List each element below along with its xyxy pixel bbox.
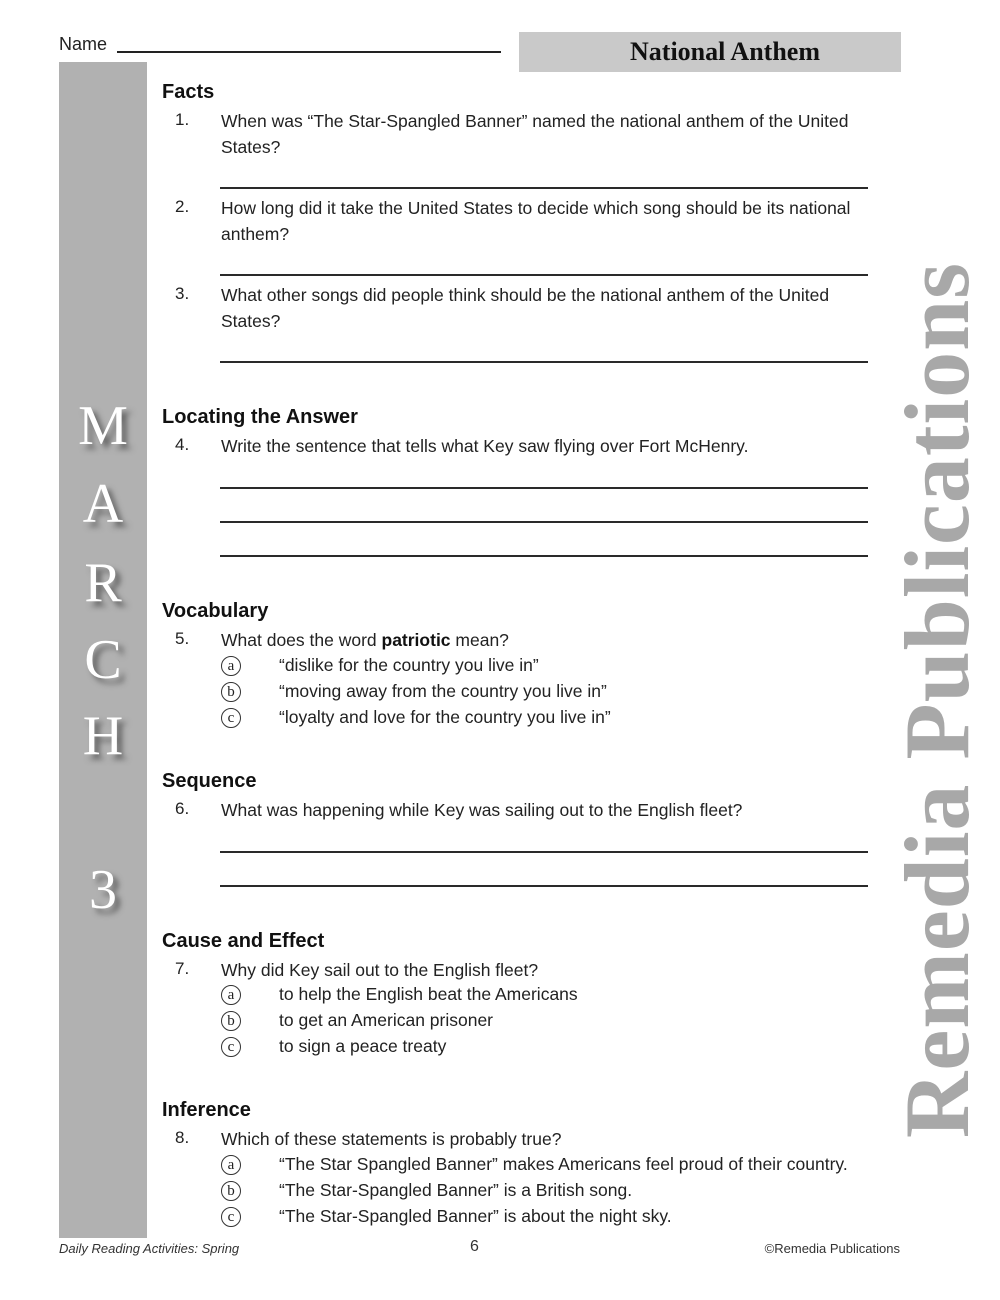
month-letter: M <box>78 395 128 457</box>
option-text: “moving away from the country you live in” <box>279 681 607 701</box>
section-heading-facts: Facts <box>162 81 215 103</box>
page-title: National Anthem <box>630 37 820 66</box>
question-text: When was “The Star-Spangled Banner” named the national anthem of the United States? <box>221 111 849 157</box>
answer-line[interactable] <box>220 274 868 276</box>
section-heading-vocabulary: Vocabulary <box>162 600 269 622</box>
section-heading-inference: Inference <box>162 1099 251 1121</box>
month-letter: H <box>82 705 124 767</box>
option-bubble-b[interactable]: b <box>221 1011 241 1031</box>
answer-line[interactable] <box>220 361 868 363</box>
question-text: Which of these statements is probably true? <box>221 1129 562 1149</box>
question-text: Write the sentence that tells what Key saw flying over Fort McHenry. <box>221 436 749 456</box>
option-bubble-b[interactable]: b <box>221 682 241 702</box>
answer-line[interactable] <box>220 487 868 489</box>
question-number: 6. <box>175 799 190 818</box>
option-text: “The Star Spangled Banner” makes Americans feel proud of their country. <box>279 1154 848 1174</box>
option-bubble-c[interactable]: c <box>221 708 241 728</box>
option-text: to get an American prisoner <box>279 1010 494 1030</box>
question-number: 3. <box>175 284 190 303</box>
option-text: “The Star-Spangled Banner” is about the night sky. <box>279 1206 672 1226</box>
section-heading-cause-effect: Cause and Effect <box>162 930 325 952</box>
option-bubble-c[interactable]: c <box>221 1207 241 1227</box>
question-text: Why did Key sail out to the English fleet? <box>221 960 539 980</box>
answer-line[interactable] <box>220 187 868 189</box>
option-bubble-a[interactable]: a <box>221 985 241 1005</box>
question-text: What was happening while Key was sailing out to the English fleet? <box>221 800 743 820</box>
option-text: “The Star-Spangled Banner” is a British song. <box>279 1180 633 1200</box>
option-text: to sign a peace treaty <box>279 1036 447 1056</box>
answer-line[interactable] <box>220 555 868 557</box>
option-text: “dislike for the country you live in” <box>279 655 539 675</box>
name-label: Name <box>59 34 108 54</box>
page-number: 6 <box>470 1238 479 1255</box>
day-number: 3 <box>89 859 117 921</box>
question-number: 2. <box>175 197 190 216</box>
answer-line[interactable] <box>220 851 868 853</box>
question-number: 1. <box>175 110 190 129</box>
option-text: to help the English beat the Americans <box>279 984 578 1004</box>
question-text <box>221 627 861 653</box>
option-bubble-b[interactable]: b <box>221 1181 241 1201</box>
question-number: 8. <box>175 1128 190 1147</box>
footer-copyright: ©Remedia Publications <box>764 1241 900 1256</box>
question-number: 4. <box>175 435 190 454</box>
answer-line[interactable] <box>220 521 868 523</box>
section-heading-sequence: Sequence <box>162 770 257 792</box>
option-bubble-a[interactable]: a <box>221 656 241 676</box>
option-bubble-a[interactable]: a <box>221 1155 241 1175</box>
question-text-part: What does the word <box>221 630 382 650</box>
question-text: What other songs did people think should be the national anthem of the United States? <box>221 285 830 331</box>
question-text-part: mean? <box>450 630 509 650</box>
answer-line[interactable] <box>220 885 868 887</box>
vocabulary-word: patriotic <box>381 630 451 650</box>
section-heading-locating: Locating the Answer <box>162 406 358 428</box>
month-letter: A <box>82 473 124 535</box>
question-text: How long did it take the United States to decide which song should be its national anthem? <box>221 198 851 244</box>
publisher-watermark: Remedia Publications <box>886 261 988 1139</box>
footer-book-title: Daily Reading Activities: Spring <box>59 1241 240 1256</box>
month-letter: C <box>84 629 122 691</box>
option-text: “loyalty and love for the country you live in” <box>279 707 611 727</box>
option-bubble-c[interactable]: c <box>221 1037 241 1057</box>
question-number: 7. <box>175 959 190 978</box>
question-number: 5. <box>175 629 190 648</box>
month-letter: R <box>84 552 122 614</box>
